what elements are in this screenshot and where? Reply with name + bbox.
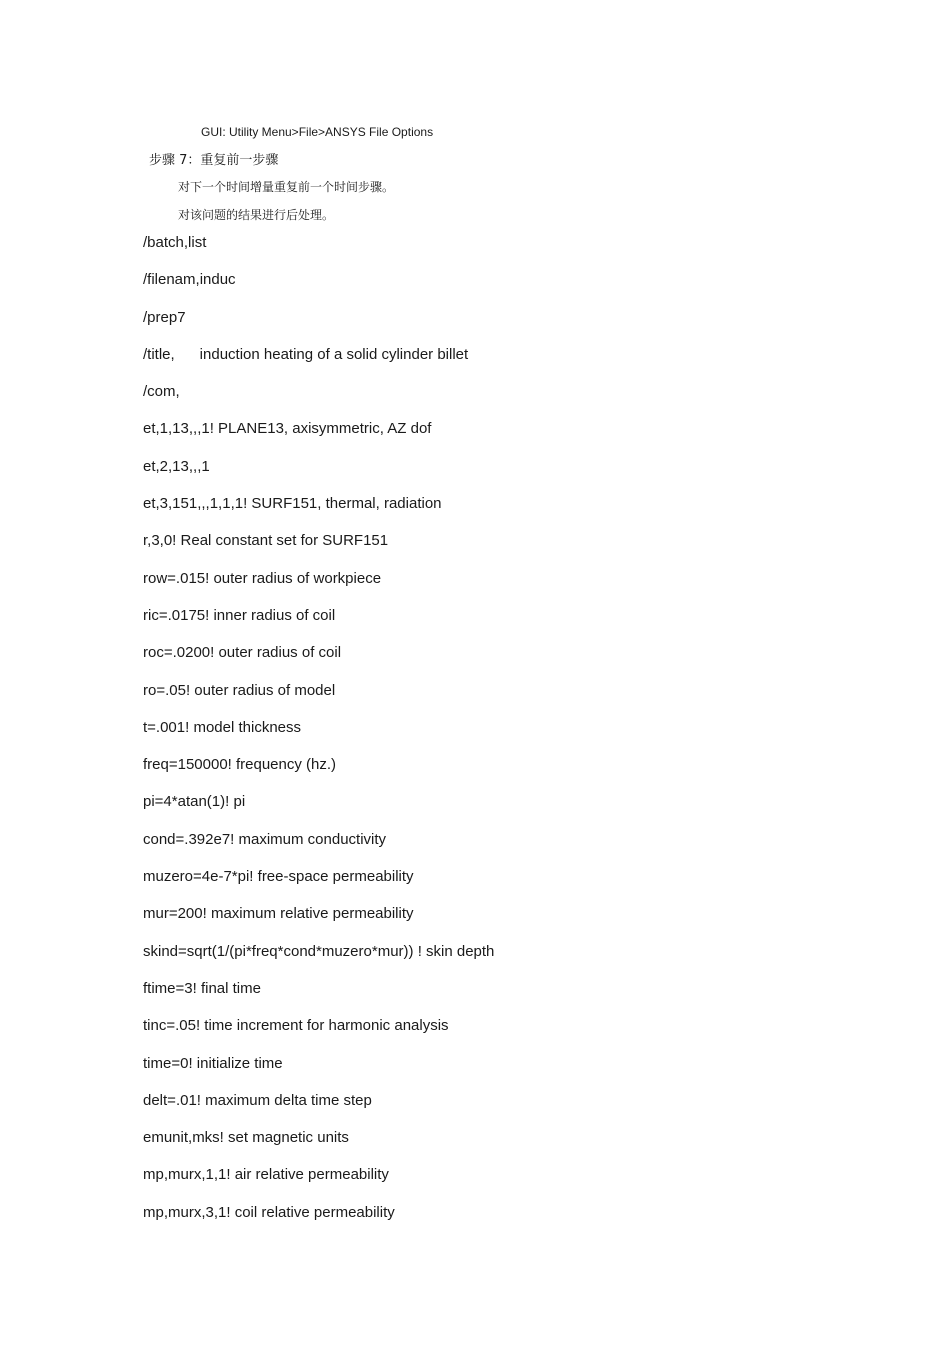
- command-line: et,3,151,,,1,1,1! SURF151, thermal, radiation: [143, 495, 442, 513]
- command-line: mur=200! maximum relative permeability: [143, 905, 414, 923]
- command-line: time=0! initialize time: [143, 1054, 283, 1072]
- step-description-1: 对下一个时间增量重复前一个时间步骤。: [178, 180, 395, 194]
- command-line: muzero=4e-7*pi! free-space permeability: [143, 868, 414, 886]
- command-line: skind=sqrt(1/(pi*freq*cond*muzero*mur)) ! skin depth: [143, 942, 495, 960]
- command-line: mp,murx,1,1! air relative permeability: [143, 1166, 389, 1184]
- command-line: emunit,mks! set magnetic units: [143, 1129, 349, 1147]
- command-line: pi=4*atan(1)! pi: [143, 793, 246, 811]
- command-line: et,1,13,,,1! PLANE13, axisymmetric, AZ dof: [143, 420, 432, 438]
- command-line: freq=150000! frequency (hz.): [143, 756, 337, 774]
- command-line: /filenam,induc: [143, 271, 236, 289]
- command-line: mp,murx,3,1! coil relative permeability: [143, 1203, 395, 1221]
- step-description-2: 对该问题的结果进行后处理。: [178, 208, 335, 222]
- command-line: et,2,13,,,1: [143, 457, 210, 475]
- command-line: t=.001! model thickness: [143, 718, 302, 736]
- command-line: /batch,list: [143, 234, 207, 251]
- gui-menu-path: GUI: Utility Menu>File>ANSYS File Options: [201, 125, 434, 139]
- step-heading: 步骤 7：重复前一步骤: [149, 153, 279, 168]
- command-listing: [143, 233, 903, 1240]
- command-line: delt=.01! maximum delta time step: [143, 1091, 372, 1109]
- command-line: ric=.0175! inner radius of coil: [143, 606, 336, 624]
- command-line: /title, induction heating of a solid cylinder billet: [143, 345, 469, 363]
- command-line: r,3,0! Real constant set for SURF151: [143, 532, 389, 550]
- command-line: tinc=.05! time increment for harmonic analysis: [143, 1017, 449, 1035]
- command-line: ftime=3! final time: [143, 979, 261, 997]
- command-line: /com,: [143, 383, 180, 401]
- command-line: roc=.0200! outer radius of coil: [143, 644, 342, 662]
- command-line: cond=.392e7! maximum conductivity: [143, 830, 387, 848]
- command-line: /prep7: [143, 308, 186, 326]
- command-line: row=.015! outer radius of workpiece: [143, 569, 382, 587]
- command-line: ro=.05! outer radius of model: [143, 681, 336, 699]
